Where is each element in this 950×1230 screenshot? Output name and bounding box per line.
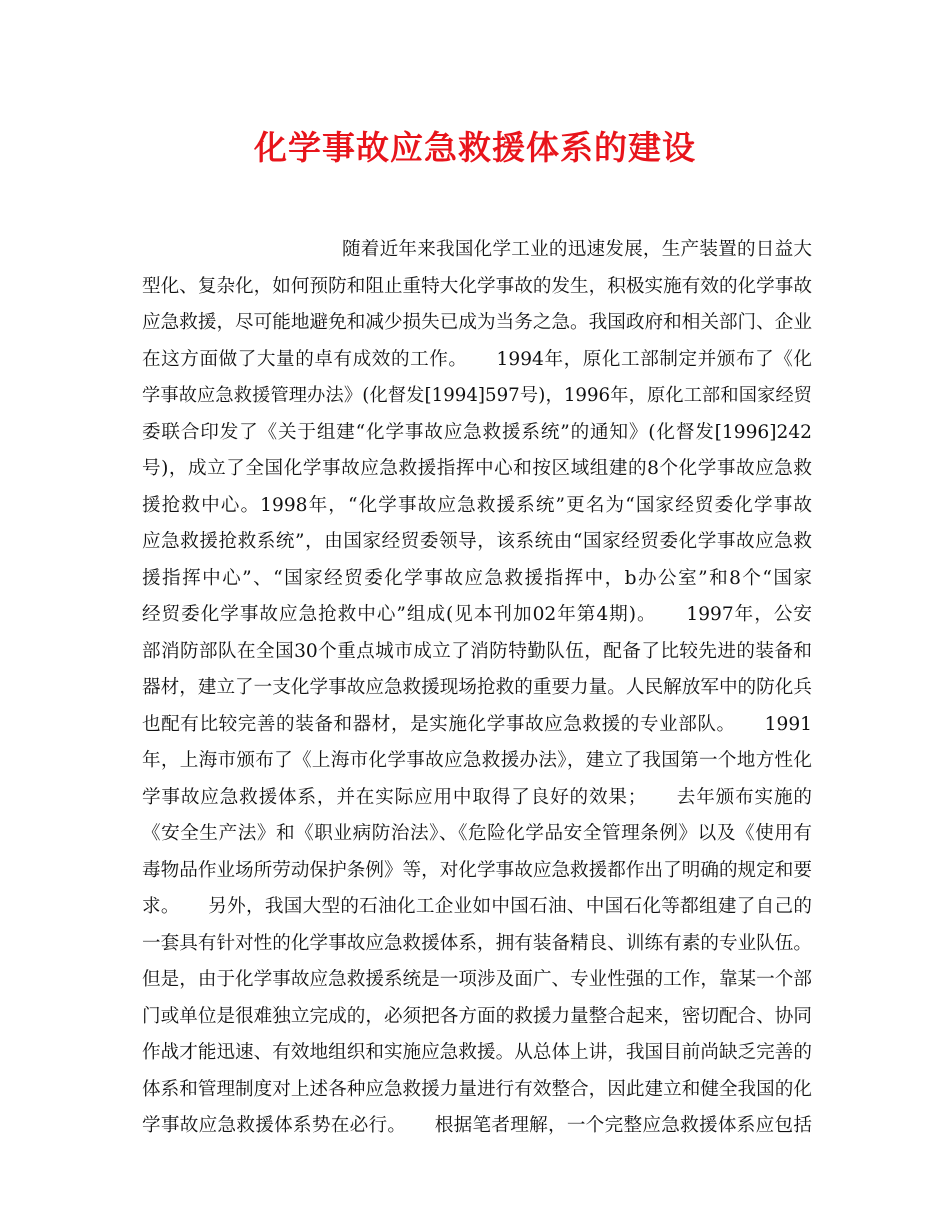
body-line: 学事故应急救援管理办法》(化督发[1994]597号)，1996年，原化工部和国家经贸 (142, 385, 812, 406)
body-line: 援抢救中心。1998年，“化学事故应急救援系统”更名为“国家经贸委化学事故 (142, 494, 812, 516)
body-line: 学事故应急救援体系势在必行。 根据笔者理解，一个完整应急救援体系应包括 (142, 1115, 812, 1136)
body-line: 作战才能迅速、有效地组织和实施应急救援。从总体上讲，我国目前尚缺乏完善的 (142, 1042, 812, 1063)
body-line: 号)，成立了全国化学事故应急救援指挥中心和按区域组建的8个化学事故应急救 (142, 458, 812, 479)
body-line: 《安全生产法》和《职业病防治法》、《危险化学品安全管理条例》以及《使用有 (142, 823, 812, 844)
body-line: 委联合印发了《关于组建“化学事故应急救援系统”的通知》(化督发[1996]242 (142, 421, 812, 443)
body-line: 应急救援抢救系统”，由国家经贸委领导，该系统由“国家经贸委化学事故应急救 (142, 531, 812, 552)
body-line: 应急救援，尽可能地避免和减少损失已成为当务之急。我国政府和相关部门、企业 (142, 312, 812, 333)
body-line: 年，上海市颁布了《上海市化学事故应急救援办法》，建立了我国第一个地方性化 (142, 750, 812, 771)
body-line: 体系和管理制度对上述各种应急救援力量进行有效整合，因此建立和健全我国的化 (142, 1078, 812, 1100)
body-line: 也配有比较完善的装备和器材，是实施化学事故应急救援的专业部队。 1991 (142, 713, 812, 735)
body-line: 求。 另外，我国大型的石油化工企业如中国石油、中国石化等都组建了自己的 (142, 896, 812, 917)
body-line: 但是，由于化学事故应急救援系统是一项涉及面广、专业性强的工作，靠某一个部 (142, 969, 812, 990)
body-line: 门或单位是很难独立完成的，必须把各方面的救援力量整合起来，密切配合、协同 (142, 1005, 812, 1027)
body-line: 学事故应急救援体系，并在实际应用中取得了良好的效果； 去年颁布实施的 (142, 786, 812, 808)
body-line: 部消防部队在全国30个重点城市成立了消防特勤队伍，配备了比较先进的装备和 (142, 640, 812, 662)
body-line: 一套具有针对性的化学事故应急救援体系，拥有装备精良、训练有素的专业队伍。 (142, 932, 812, 954)
body-line: 型化、复杂化，如何预防和阻止重特大化学事故的发生，积极实施有效的化学事故 (142, 275, 812, 297)
body-line: 器材，建立了一支化学事故应急救援现场抢救的重要力量。人民解放军中的防化兵 (142, 677, 812, 698)
body-line: 援指挥中心”、“国家经贸委化学事故应急救援指挥中，b办公室”和8个“国家 (142, 567, 812, 589)
document-title: 化学事故应急救援体系的建设 (254, 128, 696, 167)
document-body (142, 232, 812, 1145)
body-line: 在这方面做了大量的卓有成效的工作。 1994年，原化工部制定并颁布了《化 (142, 348, 812, 370)
body-line: 经贸委化学事故应急抢救中心”组成(见本刊加02年第4期)。 1997年，公安 (142, 604, 812, 625)
body-line: 随着近年来我国化学工业的迅速发展，生产装置的日益大 (342, 239, 812, 260)
body-line: 毒物品作业场所劳动保护条例》等，对化学事故应急救援都作出了明确的规定和要 (142, 859, 812, 881)
